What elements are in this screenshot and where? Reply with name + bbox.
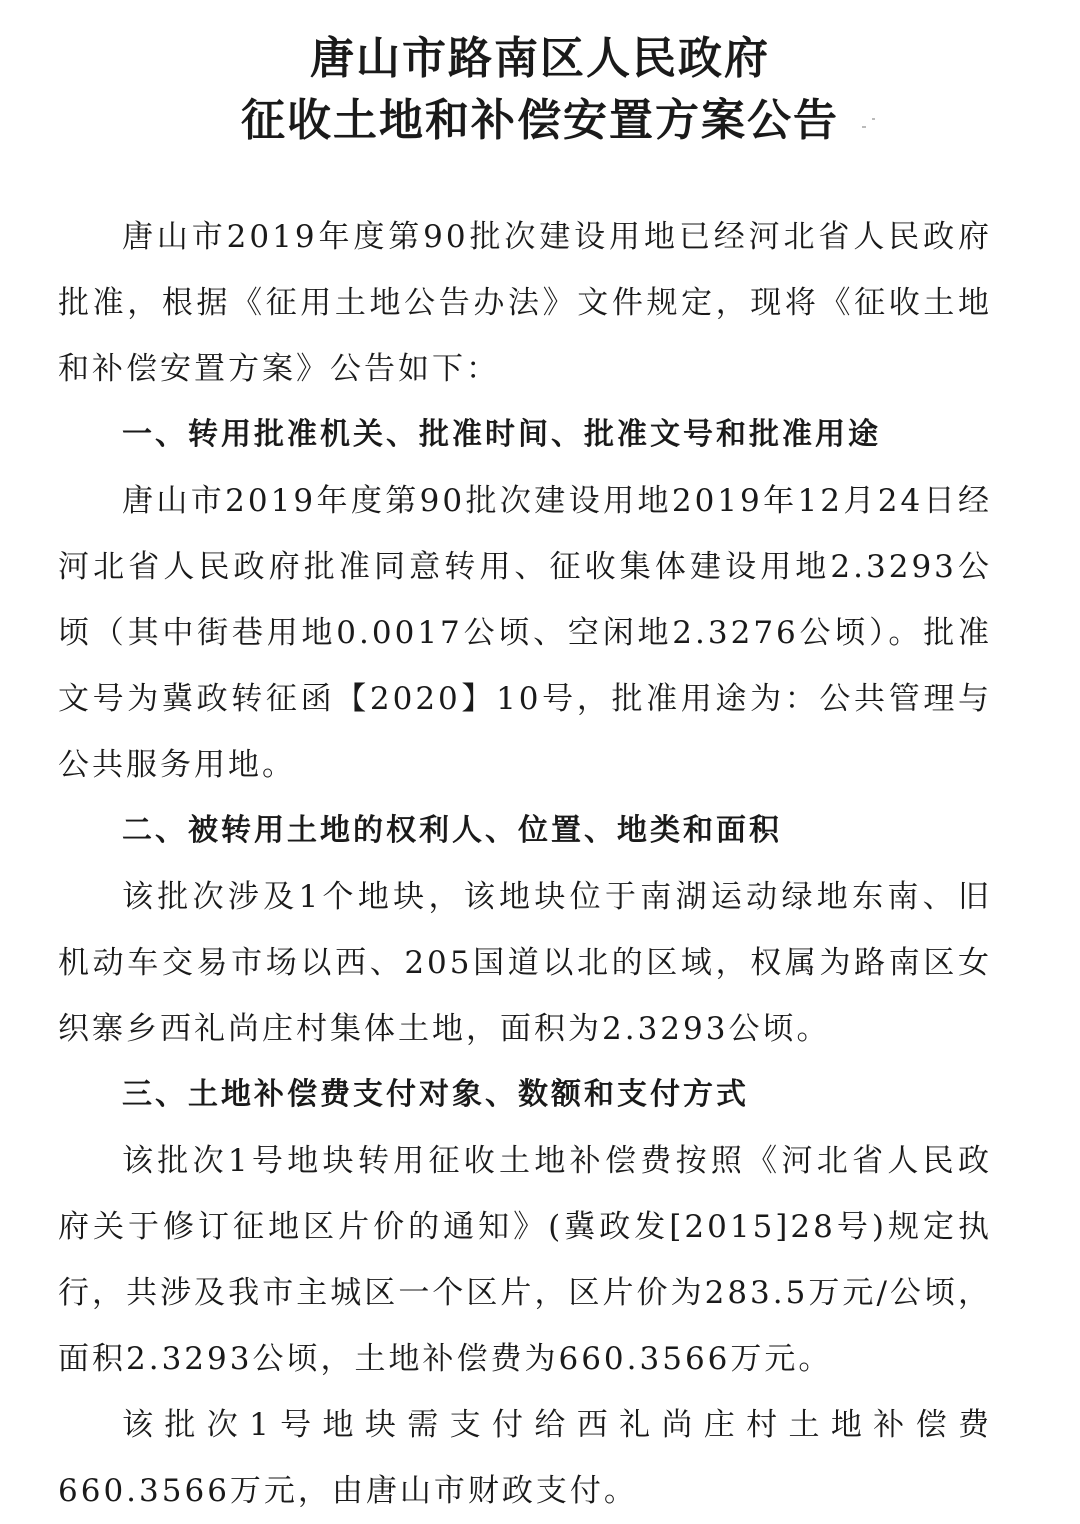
- scan-speck: [862, 126, 866, 128]
- title-line-2: 征收土地和补偿安置方案公告: [241, 95, 839, 146]
- section-3-body-2: 该批次1号地块需支付给西礼尚庄村土地补偿费660.3566万元，由唐山市财政支付。: [58, 1407, 992, 1509]
- section-3-body-1: 该批次1号地块转用征收土地补偿费按照《河北省人民政府关于修订征地区片价的通知》(冀政发[2015]28号)规定执行，共涉及我市主城区一个区片，区片价为283.5万元/公顷，面积2.3293公顷，土地补偿费为660.3566万元。: [58, 1143, 992, 1377]
- section-2-body: 该批次涉及1个地块，该地块位于南湖运动绿地东南、旧机动车交易市场以西、205国道以北的区域，权属为路南区女织寨乡西礼尚庄村集体土地，面积为2.3293公顷。: [58, 879, 992, 1047]
- title-line-1: 唐山市路南区人民政府: [310, 33, 770, 84]
- section-1-heading: 一、转用批准机关、批准时间、批准文号和批准用途: [122, 417, 881, 452]
- scan-speck: [872, 118, 875, 120]
- section-1-body: 唐山市2019年度第90批次建设用地2019年12月24日经河北省人民政府批准同意转用、征收集体建设用地2.3293公顷（其中街巷用地0.0017公顷、空闲地2.3276公顷）。批准文号为冀政转征函【2020】10号，批准用途为：公共管理与公共服务用地。: [58, 483, 992, 783]
- document-title: [58, 28, 992, 152]
- intro-paragraph: 唐山市2019年度第90批次建设用地已经河北省人民政府批准，根据《征用土地公告办法》文件规定，现将《征收土地和补偿安置方案》公告如下：: [58, 219, 992, 387]
- section-2-heading: 二、被转用土地的权利人、位置、地类和面积: [122, 813, 782, 848]
- section-3-heading: 三、土地补偿费支付对象、数额和支付方式: [122, 1077, 749, 1112]
